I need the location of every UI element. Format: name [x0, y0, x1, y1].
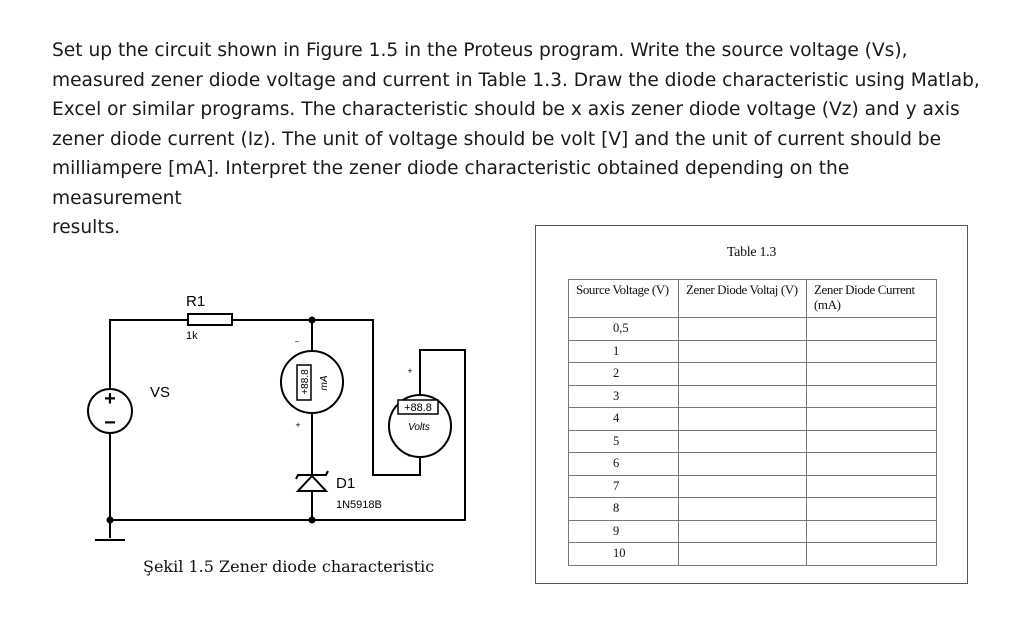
source-voltage-cell: 6: [569, 453, 679, 476]
voltmeter-bottom-sign: −: [407, 451, 413, 461]
table-row: [569, 430, 937, 453]
junction-dot: [309, 517, 316, 524]
zener-diode-icon: [296, 471, 328, 491]
voltmeter-reading: +88.8: [404, 402, 432, 414]
resistor-name: R1: [186, 293, 206, 310]
source-voltage-cell: 2: [569, 363, 679, 386]
table-header-row: [569, 280, 937, 318]
voltmeter-icon: [389, 395, 451, 457]
ammeter-top-sign: −: [294, 337, 300, 346]
source-label: VS: [150, 384, 171, 401]
source-plus-sign: +: [104, 388, 116, 410]
instruction-line: milliampere [mA]. Interpret the zener diode characteristic obtained depending on the measurement: [52, 158, 850, 209]
zener-current-cell[interactable]: [807, 318, 937, 341]
source-minus-sign: −: [104, 412, 116, 434]
instruction-line: zener diode current (Iz). The unit of voltage should be volt [V] and the unit of current should be: [52, 128, 942, 150]
source-voltage-cell: 1: [569, 340, 679, 363]
zener-voltage-cell[interactable]: [679, 498, 807, 521]
zener-current-cell[interactable]: [807, 385, 937, 408]
resistor-value: 1k: [186, 330, 198, 342]
table-title: Table 1.3: [726, 245, 777, 260]
ammeter-unit: mA: [319, 375, 330, 391]
zener-voltage-cell[interactable]: [679, 408, 807, 431]
source-voltage-cell: 9: [569, 520, 679, 543]
zener-current-cell[interactable]: [807, 520, 937, 543]
table-row: [569, 475, 937, 498]
zener-voltage-cell[interactable]: [679, 453, 807, 476]
table-row: [569, 363, 937, 386]
zener-voltage-cell[interactable]: [679, 363, 807, 386]
instructions-paragraph: [52, 36, 982, 243]
zener-current-cell[interactable]: [807, 543, 937, 566]
zener-current-cell[interactable]: [807, 363, 937, 386]
resistor-icon: [188, 314, 232, 325]
voltmeter-unit: Volts: [408, 422, 430, 433]
zener-current-cell[interactable]: [807, 430, 937, 453]
table-row: [569, 520, 937, 543]
table-row: [569, 453, 937, 476]
measurement-table: [568, 279, 937, 566]
zener-current-cell[interactable]: [807, 498, 937, 521]
table-figure: [535, 225, 968, 584]
zener-voltage-cell[interactable]: [679, 475, 807, 498]
instruction-line: Set up the circuit shown in Figure 1.5 in the Proteus program. Write the source voltage (Vs),: [52, 40, 908, 61]
zener-voltage-cell[interactable]: [679, 385, 807, 408]
diode-name: D1: [336, 475, 356, 492]
voltmeter-top-sign: +: [407, 366, 413, 376]
table-row: [569, 318, 937, 341]
source-voltage-cell: 4: [569, 408, 679, 431]
ammeter-reading: +88.8: [300, 369, 311, 395]
junction-dot: [107, 517, 114, 524]
zener-current-cell[interactable]: [807, 475, 937, 498]
table-header-cell: Source Voltage (V): [569, 280, 679, 318]
zener-voltage-cell[interactable]: [679, 430, 807, 453]
zener-current-cell[interactable]: [807, 453, 937, 476]
zener-voltage-cell[interactable]: [679, 340, 807, 363]
junction-dot: [309, 317, 316, 324]
table-row: [569, 408, 937, 431]
instruction-line: results.: [52, 217, 121, 238]
figure-caption: Şekil 1.5 Zener diode characteristic: [143, 557, 435, 576]
diode-part: 1N5918B: [336, 499, 382, 511]
table-row: [569, 498, 937, 521]
zener-current-cell[interactable]: [807, 408, 937, 431]
table-row: [569, 385, 937, 408]
source-voltage-cell: 10: [569, 543, 679, 566]
ammeter-icon: [281, 351, 343, 413]
table-row: [569, 543, 937, 566]
source-voltage-cell: 5: [569, 430, 679, 453]
zener-voltage-cell[interactable]: [679, 318, 807, 341]
table-header-cell: Zener Diode Current (mA): [807, 280, 937, 318]
voltage-source-icon: [88, 388, 132, 434]
table-header-cell: Zener Diode Voltaj (V): [679, 280, 807, 318]
zener-current-cell[interactable]: [807, 340, 937, 363]
source-voltage-cell: 7: [569, 475, 679, 498]
table-row: [569, 340, 937, 363]
circuit-schematic: [70, 280, 480, 560]
source-voltage-cell: 0,5: [569, 318, 679, 341]
instruction-line: measured zener diode voltage and current in Table 1.3. Draw the diode characteristic using Matlab,: [52, 69, 980, 91]
ammeter-bottom-sign: +: [295, 420, 301, 430]
source-voltage-cell: 8: [569, 498, 679, 521]
source-voltage-cell: 3: [569, 385, 679, 408]
wire-top-left: [110, 320, 188, 389]
instruction-line: Excel or similar programs. The characteristic should be x axis zener diode voltage (Vz) and y axis: [52, 99, 960, 120]
zener-voltage-cell[interactable]: [679, 520, 807, 543]
zener-voltage-cell[interactable]: [679, 543, 807, 566]
